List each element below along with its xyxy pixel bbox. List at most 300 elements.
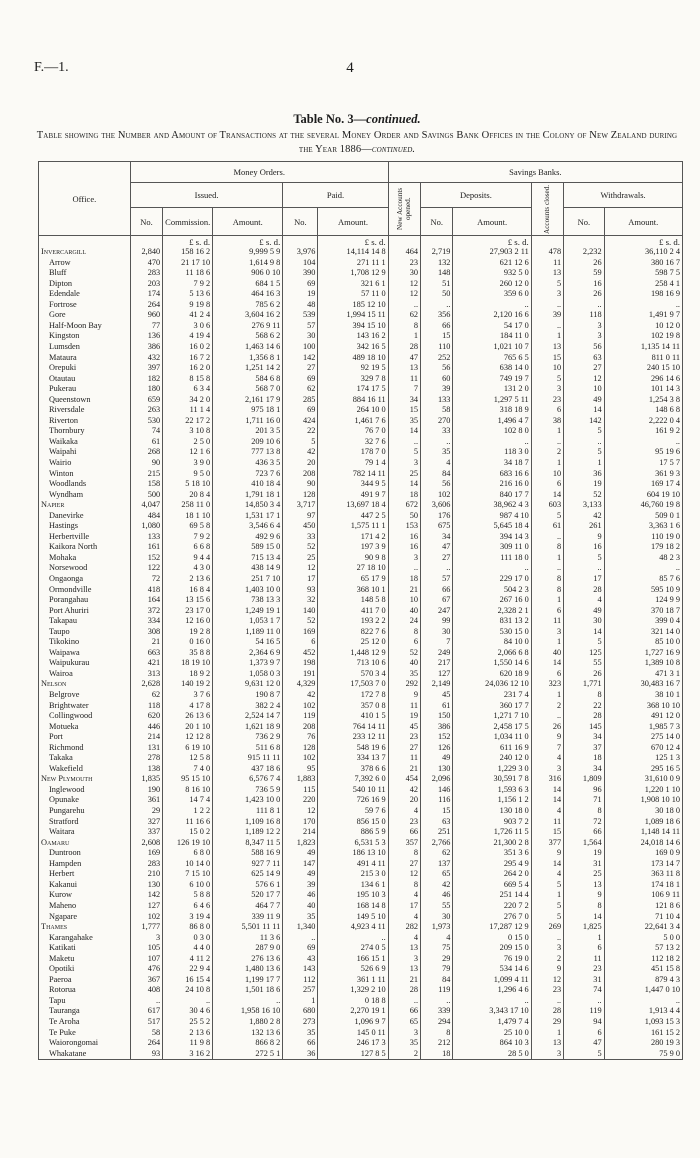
office-name: Te Puke	[49, 1027, 76, 1037]
table-row	[39, 352, 683, 363]
office-cell	[39, 690, 131, 701]
paid-amount-cell: 92 19 5	[318, 363, 388, 374]
withdrawals-amount-cell: 1,089 18 6	[604, 817, 682, 828]
paid-amount-cell: 143 16 2	[318, 331, 388, 342]
accounts-closed-cell: 7	[531, 743, 563, 754]
office-name: Whakatane	[49, 1048, 87, 1058]
accounts-closed-cell: 23	[531, 985, 563, 996]
withdrawals-no-cell: 63	[564, 352, 604, 363]
issued-commission-cell: 2 5 0	[163, 437, 213, 448]
table-row	[39, 722, 683, 733]
issued-amount-cell: 975 18 1	[213, 405, 283, 416]
issued-amount-cell: 1,501 18 6	[213, 985, 283, 996]
office-name: Thornbury	[49, 426, 85, 436]
issued-no-cell: 169	[130, 848, 162, 859]
office-cell	[39, 542, 131, 553]
paid-no-cell: 52	[283, 616, 318, 627]
issued-commission-cell: 6 19 10	[163, 743, 213, 754]
withdrawals-amount-cell: 491 12 0	[604, 711, 682, 722]
office-cell	[39, 880, 131, 891]
table-row	[39, 943, 683, 954]
office-name: Katikati	[49, 943, 76, 953]
table-row	[39, 405, 683, 416]
issued-no-cell: 432	[130, 352, 162, 363]
issued-amount-cell: 511 6 8	[213, 743, 283, 754]
withdrawals-no-cell: ..	[564, 996, 604, 1007]
paid-no-cell: 48	[283, 300, 318, 311]
deposits-no-cell: 65	[421, 869, 453, 880]
paid-no-cell: 450	[283, 521, 318, 532]
new-accounts-cell: 1	[388, 331, 420, 342]
accounts-closed-cell: 29	[531, 1017, 563, 1028]
office-name: Gore	[49, 310, 66, 320]
withdrawals-no-cell: 14	[564, 911, 604, 922]
unit-cell	[531, 236, 563, 248]
office-cell	[39, 437, 131, 448]
accounts-closed-cell: 6	[531, 405, 563, 416]
office-cell	[39, 363, 131, 374]
issued-no-cell: 278	[130, 753, 162, 764]
withdrawals-amount-cell: 509 0 1	[604, 511, 682, 522]
accounts-closed-cell: 12	[531, 975, 563, 986]
accounts-closed-cell: 1	[531, 426, 563, 437]
issued-commission-cell: 6 6 8	[163, 542, 213, 553]
paid-amount-cell: 168 14 8	[318, 901, 388, 912]
office-name: Kurow	[49, 890, 73, 900]
paid-amount-cell: 76 7 0	[318, 426, 388, 437]
table-row	[39, 416, 683, 427]
office-cell	[39, 827, 131, 838]
paid-amount-cell: 526 6 9	[318, 964, 388, 975]
office-cell	[39, 479, 131, 490]
table-row	[39, 500, 683, 511]
withdrawals-no-cell: 52	[564, 490, 604, 501]
table-row	[39, 289, 683, 300]
issued-amount-cell: 1,621 18 9	[213, 722, 283, 733]
issued-commission-cell: ..	[163, 996, 213, 1007]
deposits-amount-cell: 621 12 6	[453, 258, 531, 269]
table-row	[39, 911, 683, 922]
deposits-no-cell: 35	[421, 447, 453, 458]
withdrawals-no-cell: 5	[564, 1049, 604, 1060]
new-accounts-cell: 292	[388, 679, 420, 690]
new-accounts-cell: 3	[388, 1027, 420, 1038]
deposits-amount-cell: 184 11 0	[453, 331, 531, 342]
table-row	[39, 363, 683, 374]
deposits-amount-cell: 351 3 6	[453, 848, 531, 859]
deposits-no-cell: 249	[421, 648, 453, 659]
withdrawals-amount-cell: 198 16 9	[604, 289, 682, 300]
paid-no-cell: 452	[283, 648, 318, 659]
table-row	[39, 553, 683, 564]
withdrawals-no-cell: 25	[564, 869, 604, 880]
withdrawals-amount-cell: 321 14 0	[604, 627, 682, 638]
office-name: Rotorua	[49, 985, 76, 995]
office-cell	[39, 848, 131, 859]
issued-no-cell: 161	[130, 542, 162, 553]
withdrawals-no-cell: 28	[564, 585, 604, 596]
paid-amount-cell: 127 8 5	[318, 1049, 388, 1060]
deposits-amount-cell: 1,726 11 5	[453, 827, 531, 838]
new-accounts-cell: 8	[388, 321, 420, 332]
issued-amount-cell: 915 11 11	[213, 753, 283, 764]
deposits-no-cell: 58	[421, 405, 453, 416]
paid-amount-cell: 6,531 5 3	[318, 838, 388, 849]
accounts-closed-cell: 14	[531, 785, 563, 796]
paid-no-cell: 69	[283, 374, 318, 385]
office-cell	[39, 964, 131, 975]
paid-no-cell: 57	[283, 321, 318, 332]
withdrawals-no-cell: 9	[564, 532, 604, 543]
table-row	[39, 859, 683, 870]
accounts-closed-cell: 3	[531, 764, 563, 775]
office-name: Takaka	[49, 753, 73, 763]
paid-amount-cell: 271 11 1	[318, 258, 388, 269]
table-row	[39, 637, 683, 648]
office-cell	[39, 901, 131, 912]
new-accounts-cell: ..	[388, 563, 420, 574]
paid-no-cell: 22	[283, 426, 318, 437]
page-reference: F.—1.	[34, 60, 69, 75]
new-accounts-cell: 40	[388, 658, 420, 669]
new-accounts-cell: 357	[388, 838, 420, 849]
issued-no-cell: 268	[130, 447, 162, 458]
deposits-no-cell: 47	[421, 542, 453, 553]
deposits-no-cell: 55	[421, 901, 453, 912]
unit-cell: £ s. d.	[163, 236, 213, 248]
table-row	[39, 395, 683, 406]
office-cell	[39, 447, 131, 458]
withdrawals-amount-cell: 2,222 0 4	[604, 416, 682, 427]
deposits-amount-cell: 276 7 0	[453, 911, 531, 922]
issued-no-cell: 3	[130, 933, 162, 944]
paid-no-cell: 49	[283, 848, 318, 859]
issued-no-cell: 500	[130, 490, 162, 501]
office-cell	[39, 838, 131, 849]
deposits-amount-cell: 1,496 4 7	[453, 416, 531, 427]
table-row	[39, 764, 683, 775]
withdrawals-no-cell: 34	[564, 764, 604, 775]
withdrawals-amount-cell: 811 0 11	[604, 352, 682, 363]
withdrawals-no-cell: 3,133	[564, 500, 604, 511]
withdrawals-no-cell: 8	[564, 806, 604, 817]
issued-commission-cell: 11 1 4	[163, 405, 213, 416]
issued-no-cell: 327	[130, 817, 162, 828]
deposits-amount-cell: 264 2 0	[453, 869, 531, 880]
table-row	[39, 384, 683, 395]
new-accounts-cell: 24	[388, 616, 420, 627]
accounts-closed-cell: 28	[531, 1006, 563, 1017]
office-cell	[39, 511, 131, 522]
issued-no-cell: 263	[130, 405, 162, 416]
deposits-no-cell: 132	[421, 258, 453, 269]
withdrawals-no-cell: 49	[564, 606, 604, 617]
issued-amount-cell: 3,546 6 4	[213, 521, 283, 532]
paid-amount-cell: 329 7 8	[318, 374, 388, 385]
issued-no-cell: 21	[130, 637, 162, 648]
new-accounts-cell: 23	[388, 732, 420, 743]
issued-commission-cell: 19 2 8	[163, 627, 213, 638]
deposits-amount-cell: 131 2 0	[453, 384, 531, 395]
accounts-closed-cell: 9	[531, 732, 563, 743]
new-accounts-cell: 10	[388, 595, 420, 606]
deposits-no-cell: 102	[421, 490, 453, 501]
paid-no-cell: 69	[283, 279, 318, 290]
paid-amount-cell: 65 17 9	[318, 574, 388, 585]
office-name: Norsewood	[49, 563, 88, 573]
accounts-closed-cell: 14	[531, 795, 563, 806]
paid-amount-cell: 1,461 7 6	[318, 416, 388, 427]
office-cell	[39, 722, 131, 733]
issued-commission-cell: 3 19 4	[163, 911, 213, 922]
deposits-amount-cell: 359 6 0	[453, 289, 531, 300]
issued-commission-cell: 22 17 2	[163, 416, 213, 427]
office-name: Herbert	[49, 869, 75, 879]
table-body	[39, 236, 683, 1060]
office-cell	[39, 785, 131, 796]
paid-no-cell: 115	[283, 785, 318, 796]
withdrawals-amount-cell: 258 4 1	[604, 279, 682, 290]
withdrawals-amount-cell: 148 6 8	[604, 405, 682, 416]
deposits-no-cell: 150	[421, 711, 453, 722]
issued-amount-cell: 866 8 2	[213, 1038, 283, 1049]
table-row	[39, 511, 683, 522]
deposits-amount-cell: 620 18 9	[453, 669, 531, 680]
issued-amount-cell: 520 17 7	[213, 890, 283, 901]
table-title-suffix: continued.	[366, 112, 421, 126]
table-row	[39, 258, 683, 269]
issued-no-cell: 530	[130, 416, 162, 427]
deposits-amount-cell: 530 15 0	[453, 627, 531, 638]
office-cell	[39, 458, 131, 469]
issued-commission-cell: 5 13 6	[163, 289, 213, 300]
accounts-closed-cell: 10	[531, 468, 563, 479]
paid-no-cell: 3,717	[283, 500, 318, 511]
issued-amount-cell: 1,958 16 10	[213, 1006, 283, 1017]
issued-no-cell: 1,777	[130, 922, 162, 933]
office-cell	[39, 279, 131, 290]
withdrawals-amount-cell: 57 13 2	[604, 943, 682, 954]
withdrawals-no-cell: 18	[564, 753, 604, 764]
issued-amount-cell: ..	[213, 996, 283, 1007]
office-name: Ongaonga	[49, 574, 84, 583]
issued-amount-cell: 1,463 14 6	[213, 342, 283, 353]
table-row	[39, 426, 683, 437]
paid-amount-cell: 334 13 7	[318, 753, 388, 764]
accounts-closed-cell: 39	[531, 310, 563, 321]
office-name: Invercargill	[41, 247, 87, 257]
deposits-no-cell: ..	[421, 300, 453, 311]
paid-amount-cell: 361 1 11	[318, 975, 388, 986]
new-accounts-cell: 21	[388, 585, 420, 596]
withdrawals-amount-cell: 1,135 14 11	[604, 342, 682, 353]
deposits-no-cell: ..	[421, 437, 453, 448]
accounts-closed-cell: 9	[531, 848, 563, 859]
deposits-amount-cell: 27,903 2 11	[453, 247, 531, 258]
accounts-closed-label: Accounts closed.	[543, 184, 552, 234]
new-accounts-cell: 21	[388, 764, 420, 775]
deposits-amount-cell: 2,458 17 5	[453, 722, 531, 733]
issued-amount-cell: 1,251 14 2	[213, 363, 283, 374]
table-row	[39, 310, 683, 321]
paid-amount-cell: 172 7 8	[318, 690, 388, 701]
deposits-no-cell: 130	[421, 764, 453, 775]
office-name: Opunake	[49, 795, 79, 805]
paid-no-cell: 1	[283, 996, 318, 1007]
deposits-amount-cell: 669 5 4	[453, 880, 531, 891]
deposits-amount-cell: 1,550 14 6	[453, 658, 531, 669]
deposits-amount-cell: 394 14 3	[453, 532, 531, 543]
office-cell	[39, 490, 131, 501]
deposits-amount-cell: 840 17 7	[453, 490, 531, 501]
withdrawals-no-cell: 6	[564, 1027, 604, 1038]
withdrawals-amount-cell: 48 2 3	[604, 553, 682, 564]
new-accounts-cell: 14	[388, 479, 420, 490]
deposits-amount-cell: 24,036 12 10	[453, 679, 531, 690]
withdrawals-amount-cell: 101 14 3	[604, 384, 682, 395]
deposits-amount-cell: 831 13 2	[453, 616, 531, 627]
withdrawals-amount-cell: 3,363 1 6	[604, 521, 682, 532]
issued-commission-cell: 6 10 0	[163, 880, 213, 891]
accounts-closed-cell: 13	[531, 342, 563, 353]
issued-no-cell: 470	[130, 258, 162, 269]
new-accounts-cell: 4	[388, 911, 420, 922]
table-row	[39, 774, 683, 785]
deposits-amount-cell: 30,591 7 8	[453, 774, 531, 785]
withdrawals-no-cell: 94	[564, 1017, 604, 1028]
paid-amount-cell: 886 5 9	[318, 827, 388, 838]
issued-commission-cell: 4 11 2	[163, 954, 213, 965]
withdrawals-amount-cell: 85 10 0	[604, 637, 682, 648]
table-row	[39, 279, 683, 290]
deposits-amount-cell: 749 19 7	[453, 374, 531, 385]
paid-no-cell: 17	[283, 574, 318, 585]
paid-amount-cell: 1,096 9 7	[318, 1017, 388, 1028]
savings-banks-header: Savings Banks.	[388, 162, 682, 183]
office-name: Takapau	[49, 616, 77, 626]
office-cell	[39, 701, 131, 712]
withdrawals-no-cell: 19	[564, 848, 604, 859]
deposits-no-cell: 30	[421, 627, 453, 638]
deposits-no-cell: 30	[421, 911, 453, 922]
deposits-amount-cell: 5,645 18 4	[453, 521, 531, 532]
deposits-amount-cell: 1,156 1 2	[453, 795, 531, 806]
paid-no-cell: 43	[283, 954, 318, 965]
issued-amount-cell: 54 16 5	[213, 637, 283, 648]
deposits-no-cell: 386	[421, 722, 453, 733]
office-name: Brightwater	[49, 700, 89, 710]
issued-amount-cell: 777 13 8	[213, 447, 283, 458]
deposits-no-cell: 49	[421, 753, 453, 764]
paid-amount-cell: 540 10 11	[318, 785, 388, 796]
withdrawals-no-cell: 1,809	[564, 774, 604, 785]
issued-commission-cell: 10 14 0	[163, 859, 213, 870]
new-accounts-cell: 23	[388, 817, 420, 828]
deposits-no-cell: 33	[421, 426, 453, 437]
unit-cell: £ s. d.	[604, 236, 682, 248]
deposits-no-cell: 294	[421, 1017, 453, 1028]
deposits-no-cell: 2,149	[421, 679, 453, 690]
withdrawals-no-cell: 31	[564, 975, 604, 986]
issued-amount-cell: 8,347 11 5	[213, 838, 283, 849]
deposits-no-cell: 148	[421, 268, 453, 279]
paid-no-cell: 285	[283, 395, 318, 406]
issued-amount-cell: 736 5 9	[213, 785, 283, 796]
new-accounts-cell: 27	[388, 743, 420, 754]
office-name: Dipton	[49, 278, 73, 288]
office-name: Hampden	[49, 858, 82, 868]
accounts-closed-cell: 316	[531, 774, 563, 785]
deposits-amount-cell: 1,296 4 6	[453, 985, 531, 996]
deposits-no-cell: 56	[421, 479, 453, 490]
table-row	[39, 648, 683, 659]
issued-commission-cell: 86 8 0	[163, 922, 213, 933]
deposits-no-cell: 29	[421, 954, 453, 965]
issued-amount-cell: 1,058 0 3	[213, 669, 283, 680]
new-accounts-cell: 21	[388, 975, 420, 986]
office-cell	[39, 595, 131, 606]
withdrawals-no-cell: 5	[564, 553, 604, 564]
office-cell	[39, 795, 131, 806]
issued-commission-cell: 8 15 8	[163, 374, 213, 385]
paid-no-cell: 220	[283, 795, 318, 806]
issued-amount-cell: 14,850 3 4	[213, 500, 283, 511]
withdrawals-no-cell: 5	[564, 426, 604, 437]
paid-amount-cell: 149 5 10	[318, 911, 388, 922]
new-accounts-cell: 16	[388, 542, 420, 553]
deposits-no-cell: 15	[421, 806, 453, 817]
withdrawals-no-cell: 5	[564, 637, 604, 648]
issued-commission-cell: 9 19 8	[163, 300, 213, 311]
issued-amount-cell: 1,189 12 2	[213, 827, 283, 838]
deposits-header: Deposits.	[421, 183, 532, 208]
deposits-no-cell: 110	[421, 342, 453, 353]
deposits-amount-cell: 2,120 16 6	[453, 310, 531, 321]
withdrawals-no-cell: 72	[564, 817, 604, 828]
office-name: Edendale	[49, 289, 80, 299]
deposits-no-cell: ..	[421, 996, 453, 1007]
issued-commission-cell: 18 1 10	[163, 511, 213, 522]
issued-no-cell: 164	[130, 595, 162, 606]
new-accounts-cell: 18	[388, 490, 420, 501]
issued-amount-cell: 684 1 5	[213, 279, 283, 290]
issued-amount-cell: 464 16 3	[213, 289, 283, 300]
office-cell	[39, 352, 131, 363]
office-name: Karangahake	[49, 932, 93, 942]
office-cell	[39, 300, 131, 311]
withdrawals-no-cell: 49	[564, 395, 604, 406]
withdrawals-no-cell: 3	[564, 331, 604, 342]
issued-amount-cell: 1,199 17 7	[213, 975, 283, 986]
office-name: Winton	[49, 468, 74, 478]
issued-commission-cell: 12 12 8	[163, 732, 213, 743]
withdrawals-amount-cell: 38 10 1	[604, 690, 682, 701]
issued-amount-cell: 2,161 17 9	[213, 395, 283, 406]
office-cell	[39, 585, 131, 596]
table-row	[39, 933, 683, 944]
office-name: Lumsden	[49, 341, 80, 351]
paid-amount-cell: 1,329 2 10	[318, 985, 388, 996]
new-accounts-cell: 52	[388, 648, 420, 659]
issued-no-cell: 142	[130, 890, 162, 901]
new-accounts-cell: 9	[388, 690, 420, 701]
withdrawals-amount-cell: 471 3 1	[604, 669, 682, 680]
withdrawals-no-cell: 8	[564, 901, 604, 912]
withdrawals-no-cell: 119	[564, 1006, 604, 1017]
deposits-no-cell: 57	[421, 574, 453, 585]
deposits-amount-cell: 611 16 9	[453, 743, 531, 754]
issued-commission-cell: 8 16 10	[163, 785, 213, 796]
